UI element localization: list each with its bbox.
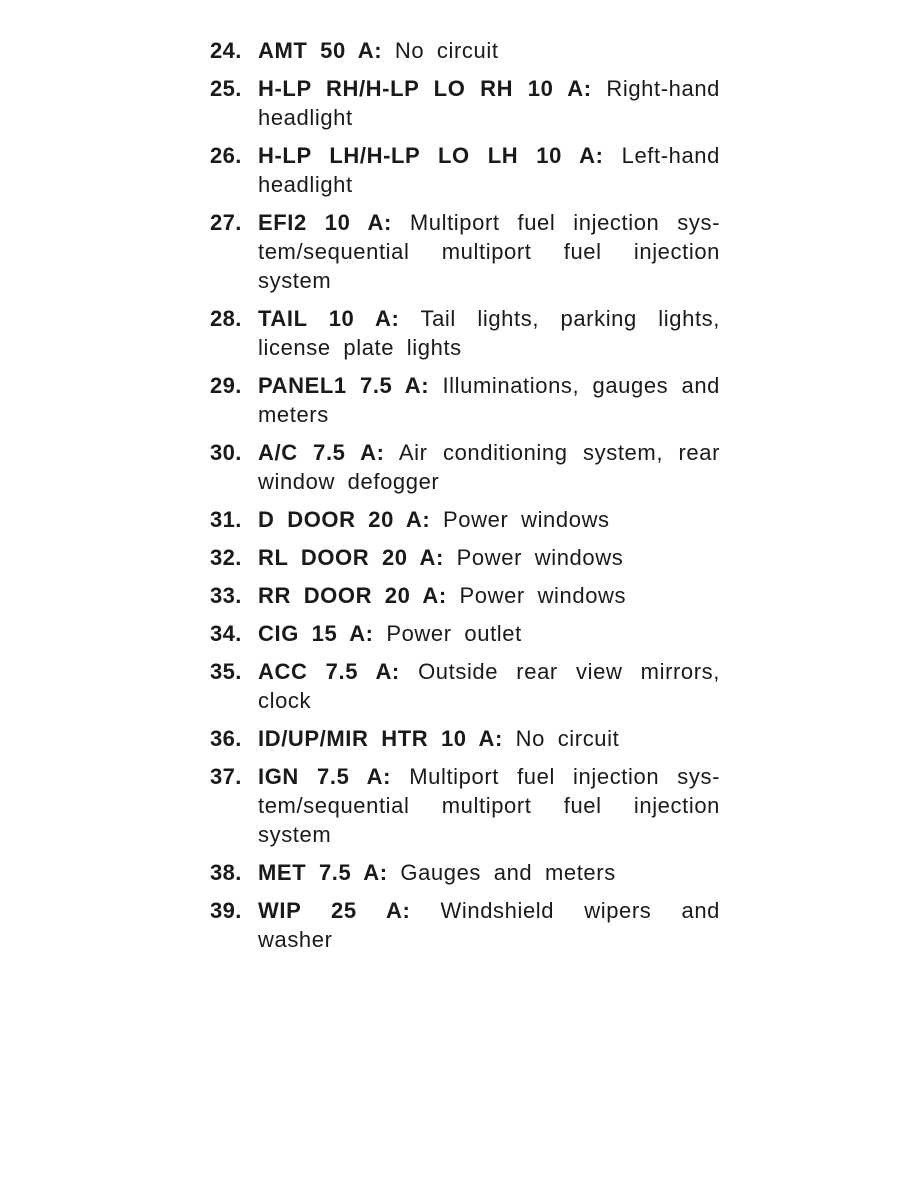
fuse-description: Multiport fuel injection sys-tem/sequential multiport fuel injection system [258,210,721,293]
item-number: 33. [210,583,242,608]
fuse-item-36 [210,724,720,753]
fuse-label: TAIL 10 A: [258,306,400,331]
item-number: 34. [210,621,242,646]
fuse-item-34 [210,619,720,648]
item-number: 26. [210,143,242,168]
fuse-item-33 [210,581,720,610]
fuse-description: Power windows [443,507,610,532]
fuse-description: Power outlet [386,621,522,646]
fuse-label: AMT 50 A: [258,38,383,63]
fuse-description: Air conditioning system, rear window defogger [258,440,721,494]
fuse-item-25 [210,74,720,132]
fuse-item-39 [210,896,720,954]
fuse-description: Right-hand headlight [258,76,720,130]
fuse-label: RL DOOR 20 A: [258,545,444,570]
item-number: 36. [210,726,242,751]
fuse-description: Power windows [459,583,627,608]
fuse-description: Windshield wipers and washer [258,898,720,952]
fuse-item-27 [210,208,720,295]
item-number: 39. [210,898,242,923]
item-number: 27. [210,210,242,235]
fuse-label: H-LP RH/H-LP LO RH 10 A: [258,76,592,101]
item-number: 35. [210,659,242,684]
fuse-label: H-LP LH/H-LP LO LH 10 A: [258,143,604,168]
item-number: 29. [210,373,242,398]
fuse-description: No circuit [394,38,499,63]
fuse-label: CIG 15 A: [258,621,374,646]
fuse-description: Multiport fuel injection sys-tem/sequential multiport fuel injection system [258,764,720,847]
fuse-description: Outside rear view mirrors, clock [258,659,720,713]
fuse-description: No circuit [515,726,620,751]
item-number: 37. [210,764,242,789]
item-number: 38. [210,860,242,885]
fuse-description: Tail lights, parking lights, license plate lights [258,306,720,360]
fuse-label: EFI2 10 A: [258,210,392,235]
fuse-description: Left-hand headlight [258,143,720,197]
fuse-item-31 [210,505,720,534]
fuse-list [210,36,720,963]
item-number: 28. [210,306,242,331]
fuse-item-26 [210,141,720,199]
item-number: 32. [210,545,242,570]
fuse-label: D DOOR 20 A: [258,507,431,532]
item-number: 30. [210,440,242,465]
fuse-label: ACC 7.5 A: [258,659,400,684]
fuse-label: IGN 7.5 A: [258,764,392,789]
fuse-item-35 [210,657,720,715]
item-number: 25. [210,76,242,101]
fuse-item-30 [210,438,720,496]
item-number: 24. [210,38,242,63]
fuse-item-37 [210,762,720,849]
fuse-label: WIP 25 A: [258,898,411,923]
fuse-description: Gauges and meters [400,860,616,885]
fuse-description: Illuminations, gauges and meters [258,373,720,427]
fuse-description: Power windows [456,545,624,570]
fuse-item-38 [210,858,720,887]
fuse-item-28 [210,304,720,362]
fuse-label: ID/UP/MIR HTR 10 A: [258,726,503,751]
item-number: 31. [210,507,242,532]
fuse-label: RR DOOR 20 A: [258,583,447,608]
fuse-label: MET 7.5 A: [258,860,388,885]
fuse-label: A/C 7.5 A: [258,440,385,465]
fuse-label: PANEL1 7.5 A: [258,373,430,398]
fuse-item-32 [210,543,720,572]
fuse-item-24 [210,36,720,65]
fuse-item-29 [210,371,720,429]
